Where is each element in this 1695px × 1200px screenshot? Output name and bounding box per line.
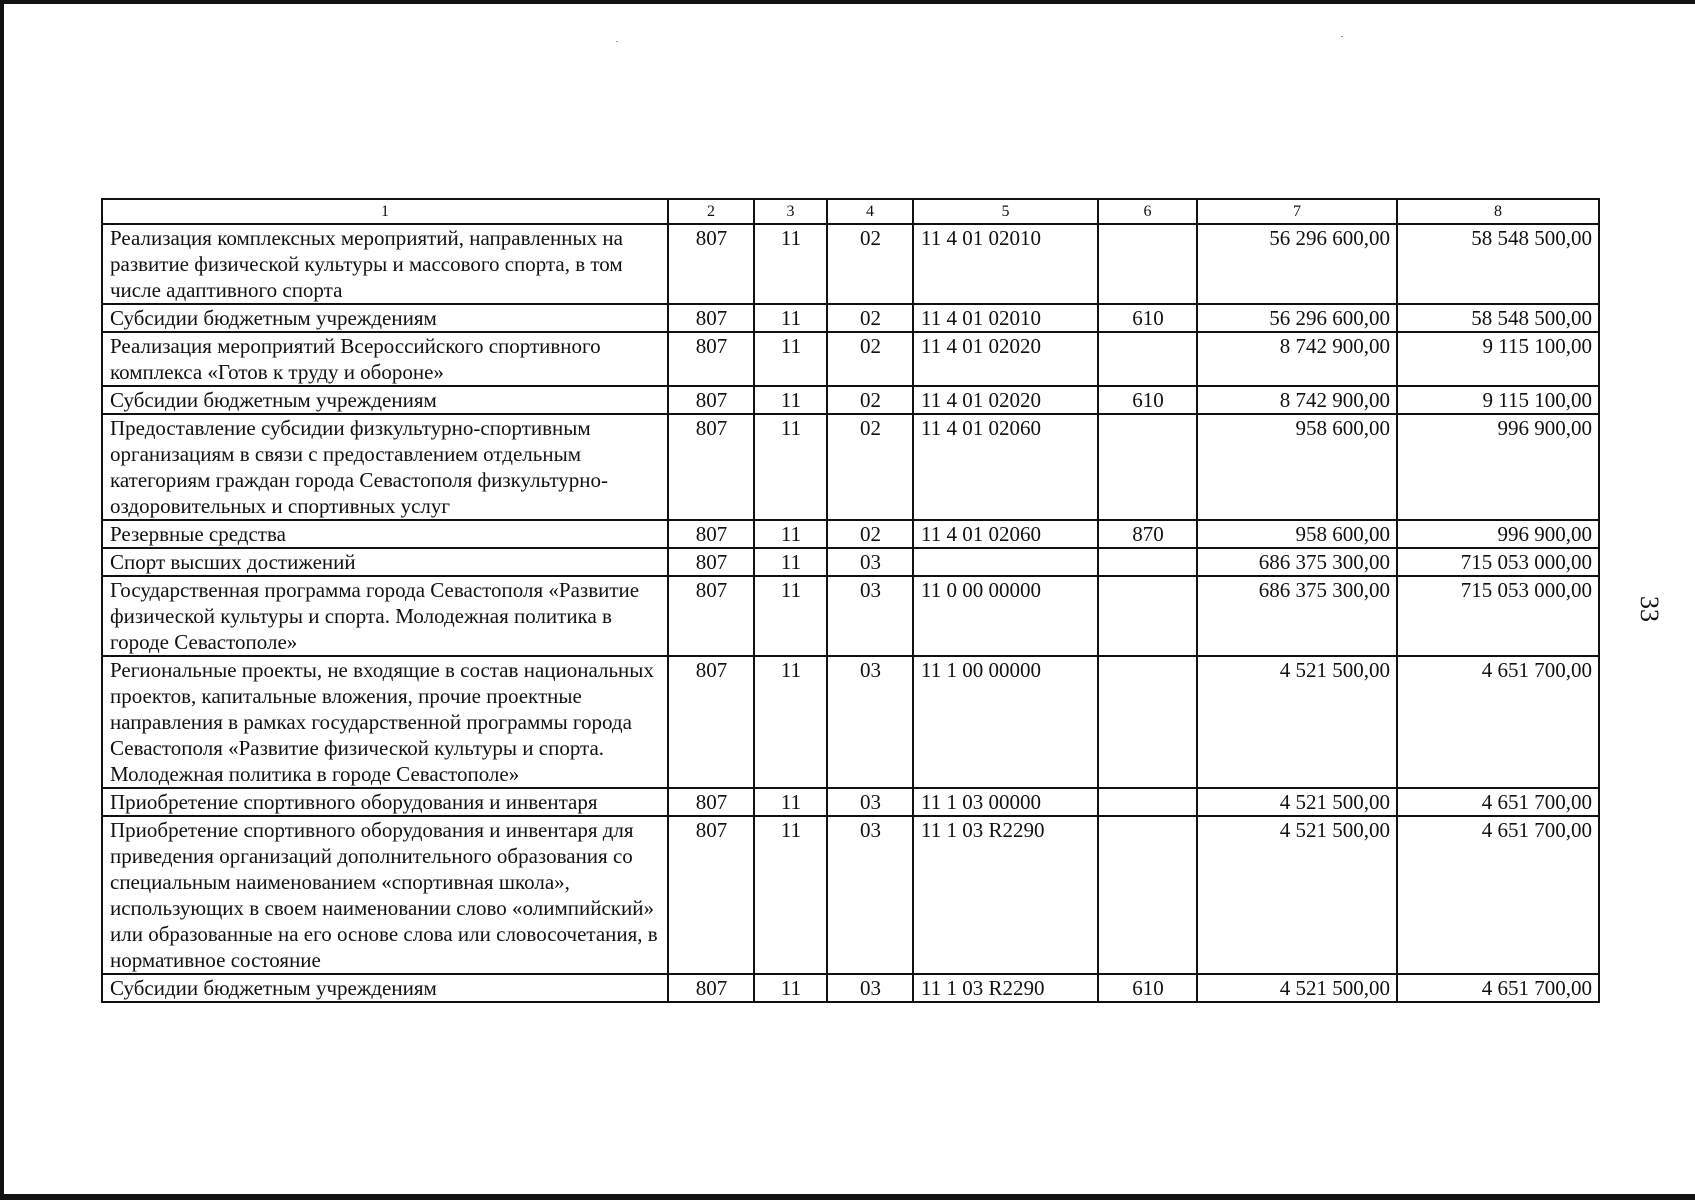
table-row (102, 548, 1599, 576)
expense-type-cell: 870 (1098, 520, 1197, 548)
column-header: 4 (827, 199, 913, 224)
ministry-code-cell: 807 (668, 816, 754, 974)
amount-col7-cell: 958 600,00 (1197, 520, 1397, 548)
section-code-cell: 11 (754, 414, 827, 520)
amount-col8-cell: 715 053 000,00 (1397, 576, 1599, 656)
table-row (102, 304, 1599, 332)
section-code-cell: 11 (754, 816, 827, 974)
expense-type-cell (1098, 414, 1197, 520)
section-code-cell: 11 (754, 304, 827, 332)
amount-col7-cell: 4 521 500,00 (1197, 816, 1397, 974)
ministry-code-cell: 807 (668, 386, 754, 414)
target-article-cell: 11 4 01 02010 (913, 304, 1098, 332)
amount-col8-cell: 4 651 700,00 (1397, 816, 1599, 974)
expense-name-cell: Региональные проекты, не входящие в состав национальных проектов, капитальные вложения, прочие проектные направления в рамках государственной программы города Севастополя «Развитие физической культуры и спорта. Молодежная политика в городе Севастополе» (102, 656, 668, 788)
expense-type-cell (1098, 332, 1197, 386)
ministry-code-cell: 807 (668, 788, 754, 816)
amount-col8-cell: 996 900,00 (1397, 520, 1599, 548)
amount-col8-cell: 4 651 700,00 (1397, 656, 1599, 788)
amount-col8-cell: 4 651 700,00 (1397, 974, 1599, 1002)
subsection-code-cell: 02 (827, 520, 913, 548)
target-article-cell: 11 4 01 02060 (913, 414, 1098, 520)
amount-col7-cell: 8 742 900,00 (1197, 386, 1397, 414)
amount-col7-cell: 686 375 300,00 (1197, 548, 1397, 576)
header-row (102, 199, 1599, 224)
expense-type-cell (1098, 548, 1197, 576)
expense-name-cell: Предоставление субсидии физкультурно-спортивным организациям в связи с предоставлением отдельным категориям граждан города Севастополя физкультурно-оздоровительных и спортивных услуг (102, 414, 668, 520)
expense-name-cell: Субсидии бюджетным учреждениям (102, 304, 668, 332)
expense-name-cell: Субсидии бюджетным учреждениям (102, 386, 668, 414)
scan-speck (616, 41, 618, 42)
ministry-code-cell: 807 (668, 974, 754, 1002)
expense-type-cell: 610 (1098, 304, 1197, 332)
scan-speck (1341, 36, 1343, 37)
expense-name-cell: Реализация мероприятий Всероссийского спортивного комплекса «Готов к труду и обороне» (102, 332, 668, 386)
target-article-cell: 11 4 01 02010 (913, 224, 1098, 304)
ministry-code-cell: 807 (668, 224, 754, 304)
expense-name-cell: Государственная программа города Севастополя «Развитие физической культуры и спорта. Молодежная политика в городе Севастополе» (102, 576, 668, 656)
expense-type-cell (1098, 576, 1197, 656)
table-row (102, 788, 1599, 816)
column-header: 1 (102, 199, 668, 224)
scan-border-left (0, 0, 4, 1200)
amount-col8-cell: 715 053 000,00 (1397, 548, 1599, 576)
subsection-code-cell: 03 (827, 576, 913, 656)
amount-col8-cell: 996 900,00 (1397, 414, 1599, 520)
ministry-code-cell: 807 (668, 656, 754, 788)
amount-col8-cell: 9 115 100,00 (1397, 332, 1599, 386)
subsection-code-cell: 03 (827, 974, 913, 1002)
amount-col7-cell: 56 296 600,00 (1197, 224, 1397, 304)
amount-col8-cell: 58 548 500,00 (1397, 224, 1599, 304)
expense-type-cell: 610 (1098, 386, 1197, 414)
subsection-code-cell: 03 (827, 816, 913, 974)
table-row (102, 576, 1599, 656)
ministry-code-cell: 807 (668, 332, 754, 386)
subsection-code-cell: 03 (827, 788, 913, 816)
page-number: 33 (1635, 596, 1664, 622)
amount-col8-cell: 4 651 700,00 (1397, 788, 1599, 816)
section-code-cell: 11 (754, 386, 827, 414)
table-row (102, 414, 1599, 520)
target-article-cell: 11 0 00 00000 (913, 576, 1098, 656)
ministry-code-cell: 807 (668, 304, 754, 332)
subsection-code-cell: 02 (827, 386, 913, 414)
section-code-cell: 11 (754, 332, 827, 386)
expense-type-cell (1098, 656, 1197, 788)
ministry-code-cell: 807 (668, 414, 754, 520)
section-code-cell: 11 (754, 548, 827, 576)
target-article-cell: 11 1 03 R2290 (913, 974, 1098, 1002)
amount-col7-cell: 8 742 900,00 (1197, 332, 1397, 386)
section-code-cell: 11 (754, 656, 827, 788)
section-code-cell: 11 (754, 788, 827, 816)
budget-table (101, 198, 1600, 1003)
table-row (102, 656, 1599, 788)
column-header: 2 (668, 199, 754, 224)
table-row (102, 224, 1599, 304)
expense-name-cell: Приобретение спортивного оборудования и инвентаря для приведения организаций дополнительного образования со специальным наименованием «спортивная школа», использующих в своем наименовании слово «олимпийский» или образованные на его основе слова или словосочетания, в нормативное состояние (102, 816, 668, 974)
scan-border-top (0, 0, 1695, 4)
table-row (102, 974, 1599, 1002)
amount-col7-cell: 4 521 500,00 (1197, 656, 1397, 788)
expense-type-cell: 610 (1098, 974, 1197, 1002)
target-article-cell: 11 4 01 02020 (913, 332, 1098, 386)
subsection-code-cell: 02 (827, 414, 913, 520)
subsection-code-cell: 02 (827, 224, 913, 304)
amount-col7-cell: 958 600,00 (1197, 414, 1397, 520)
column-header: 7 (1197, 199, 1397, 224)
table-row (102, 332, 1599, 386)
scan-border-bottom (0, 1194, 1695, 1200)
amount-col7-cell: 56 296 600,00 (1197, 304, 1397, 332)
column-header: 5 (913, 199, 1098, 224)
amount-col7-cell: 4 521 500,00 (1197, 974, 1397, 1002)
amount-col7-cell: 686 375 300,00 (1197, 576, 1397, 656)
expense-name-cell: Субсидии бюджетным учреждениям (102, 974, 668, 1002)
target-article-cell: 11 1 03 R2290 (913, 816, 1098, 974)
section-code-cell: 11 (754, 224, 827, 304)
subsection-code-cell: 03 (827, 548, 913, 576)
expense-type-cell (1098, 224, 1197, 304)
column-header: 3 (754, 199, 827, 224)
table-row (102, 816, 1599, 974)
table-row (102, 520, 1599, 548)
target-article-cell (913, 548, 1098, 576)
subsection-code-cell: 03 (827, 656, 913, 788)
target-article-cell: 11 1 03 00000 (913, 788, 1098, 816)
subsection-code-cell: 02 (827, 304, 913, 332)
target-article-cell: 11 4 01 02060 (913, 520, 1098, 548)
expense-type-cell (1098, 816, 1197, 974)
column-header: 6 (1098, 199, 1197, 224)
amount-col7-cell: 4 521 500,00 (1197, 788, 1397, 816)
section-code-cell: 11 (754, 520, 827, 548)
ministry-code-cell: 807 (668, 576, 754, 656)
table-row (102, 386, 1599, 414)
amount-col8-cell: 58 548 500,00 (1397, 304, 1599, 332)
section-code-cell: 11 (754, 576, 827, 656)
ministry-code-cell: 807 (668, 520, 754, 548)
target-article-cell: 11 4 01 02020 (913, 386, 1098, 414)
column-header: 8 (1397, 199, 1599, 224)
amount-col8-cell: 9 115 100,00 (1397, 386, 1599, 414)
subsection-code-cell: 02 (827, 332, 913, 386)
expense-name-cell: Приобретение спортивного оборудования и инвентаря (102, 788, 668, 816)
expense-name-cell: Спорт высших достижений (102, 548, 668, 576)
target-article-cell: 11 1 00 00000 (913, 656, 1098, 788)
expense-type-cell (1098, 788, 1197, 816)
expense-name-cell: Реализация комплексных мероприятий, направленных на развитие физической культуры и массового спорта, в том числе адаптивного спорта (102, 224, 668, 304)
expense-name-cell: Резервные средства (102, 520, 668, 548)
ministry-code-cell: 807 (668, 548, 754, 576)
section-code-cell: 11 (754, 974, 827, 1002)
